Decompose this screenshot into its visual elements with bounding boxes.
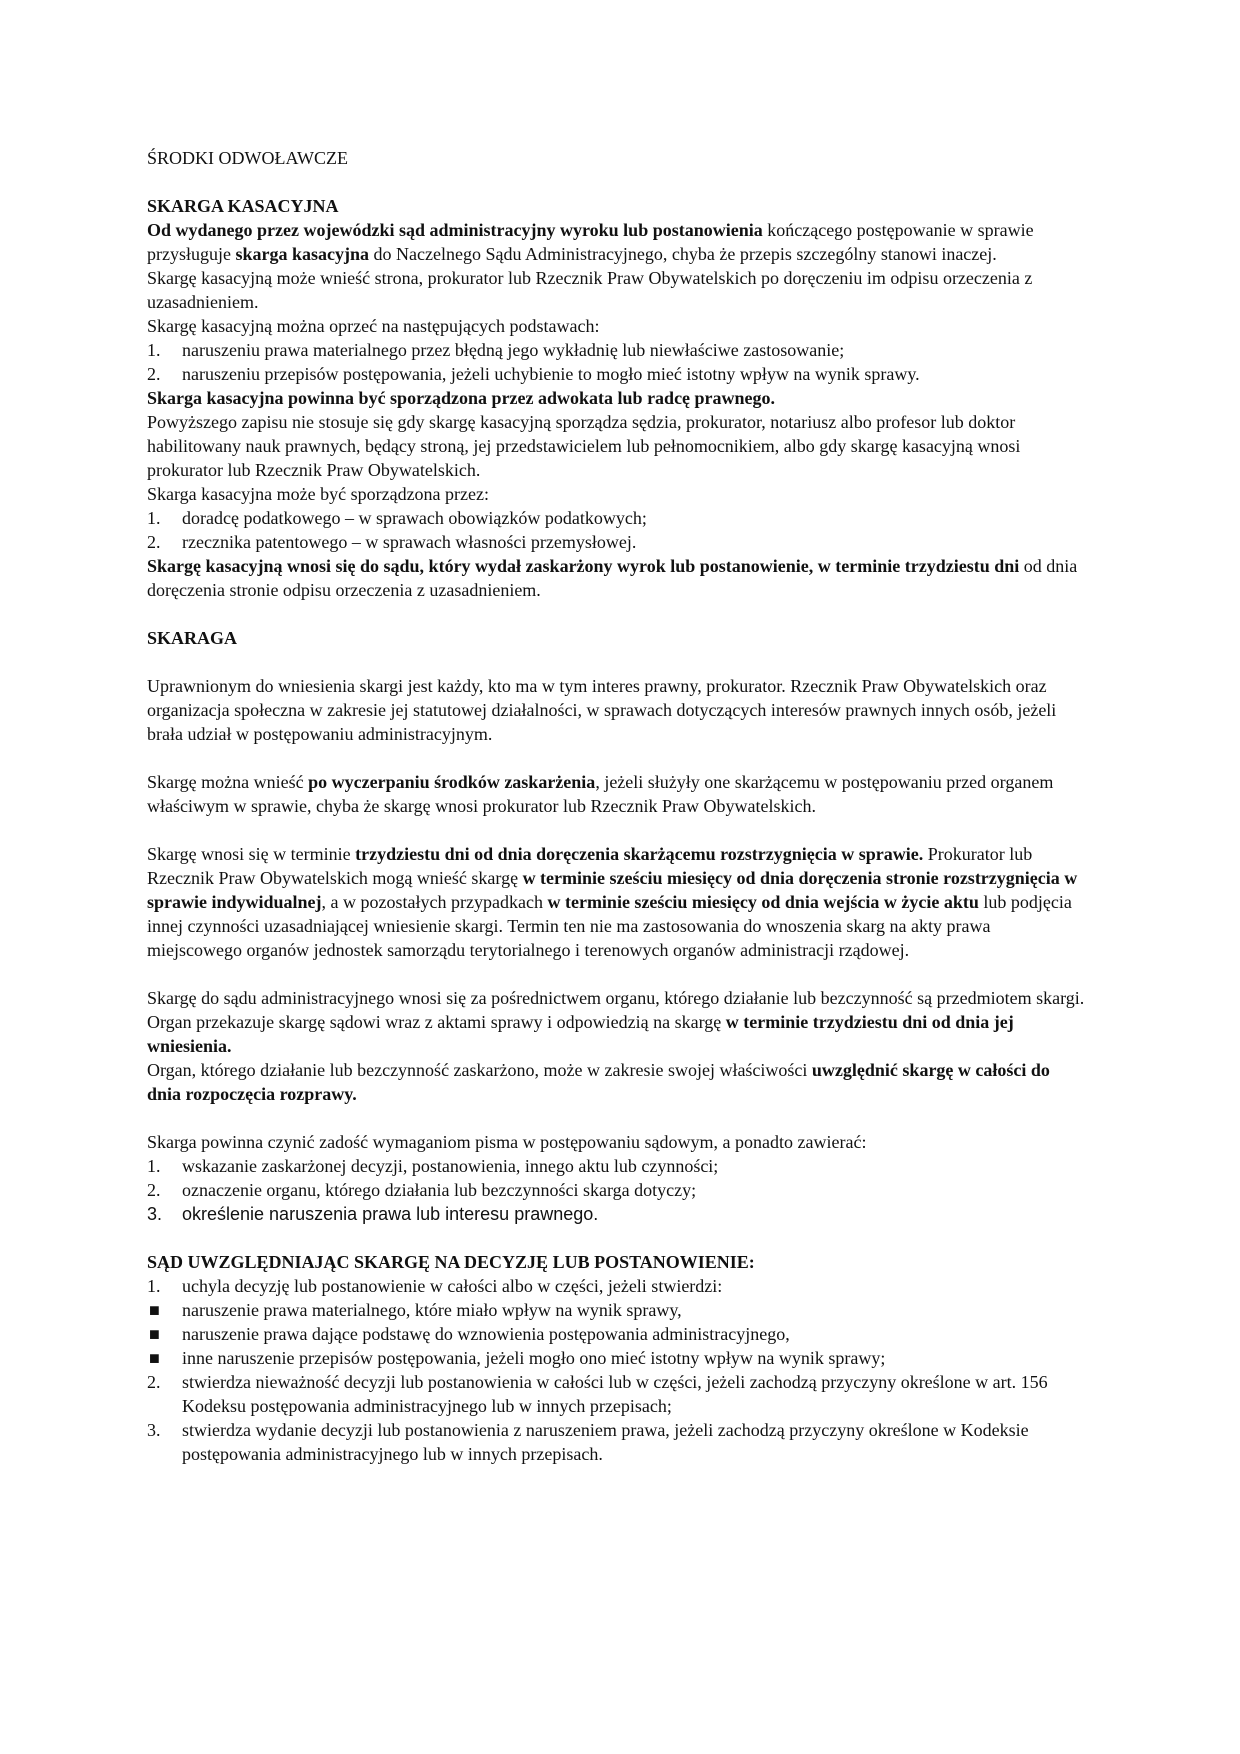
paragraph: Skargę kasacyjną wnosi się do sądu, który wydał zaskarżony wyrok lub postanowienie, w terminie trzydziestu dni od dnia doręczenia stronie odpisu orzeczenia z uzasadnieniem.: [147, 556, 1078, 600]
document-title: ŚRODKI ODWOŁAWCZE: [147, 148, 349, 168]
list-item: 2. rzecznika patentowego – w sprawach własności przemysłowej.: [147, 532, 637, 552]
preparers-list: [147, 506, 1087, 554]
list-item: 3. określenie naruszenia prawa lub interesu prawnego.: [147, 1204, 599, 1224]
paragraph: Skarga powinna czynić zadość wymaganiom pisma w postępowaniu sądowym, a ponadto zawierać:: [147, 1132, 867, 1152]
list-item: 1. wskazanie zaskarżonej decyzji, postanowienia, innego aktu lub czynności;: [147, 1156, 719, 1176]
document-body: [147, 146, 1087, 1466]
section-heading-uwzgledniajac: SĄD UWZGLĘDNIAJĄC SKARGĘ NA DECYZJĘ LUB POSTANOWIENIE:: [147, 1252, 755, 1272]
paragraph: Powyższego zapisu nie stosuje się gdy skargę kasacyjną sporządza sędzia, prokurator, notariusz albo profesor lub doktor habilitowany nauk prawnych, będący stroną, jej przedstawicielem lub pełnomocnikiem, albo gdy skargę kasacyjną wnosi prokurator lub Rzecznik Praw Obywatelskich.: [147, 412, 1021, 480]
paragraph: Skargę wnosi się w terminie trzydziestu dni od dnia doręczenia skarżącemu rozstrzygnięcia w sprawie. Prokurator lub Rzecznik Praw Obywatelskich mogą wnieść skargę w terminie sześciu miesięcy od dnia doręczenia stronie rozstrzygnięcia w sprawie indywidualnej, a w pozostałych przypadkach w terminie sześciu miesięcy od dnia wejścia w życie aktu lub podjęcia innej czynności uzasadniającej wniesienie skargi. Termin ten nie ma zastosowania do wnoszenia skarg na akty prawa miejscowego organów jednostek samorządu terytorialnego i terenowych organów administracji rządowej.: [147, 844, 1078, 960]
section-heading-skarga: SKARAGA: [147, 628, 238, 648]
list-item-bullet: ■ naruszenie prawa dające podstawę do wznowienia postępowania administracyjnego,: [149, 1324, 790, 1344]
list-item: 2. oznaczenie organu, którego działania lub bezczynności skarga dotyczy;: [147, 1180, 697, 1200]
requirements-list: [147, 1154, 1087, 1226]
paragraph: Skarga kasacyjna może być sporządzona przez:: [147, 484, 490, 504]
decisions-list: [147, 1274, 1087, 1466]
list-item: 3. stwierdza wydanie decyzji lub postanowienia z naruszeniem prawa, jeżeli zachodzą przyczyny określone w Kodeksie postępowania administracyjnego lub w innych przepisach.: [147, 1420, 1029, 1464]
section-heading-kasacyjna: SKARGA KASACYJNA: [147, 196, 339, 216]
list-item: 1. naruszeniu prawa materialnego przez błędną jego wykładnię lub niewłaściwe zastosowanie;: [147, 340, 845, 360]
bullet-icon: ■: [149, 1348, 160, 1368]
list-item: 1. uchyla decyzję lub postanowienie w całości albo w części, jeżeli stwierdzi:: [147, 1276, 723, 1296]
paragraph-bold: Skarga kasacyjna powinna być sporządzona przez adwokata lub radcę prawnego.: [147, 388, 776, 408]
list-item: 2. stwierdza nieważność decyzji lub postanowienia w całości lub w części, jeżeli zachodzą przyczyny określone w art. 156 Kodeksu postępowania administracyjnego lub w innych przepisach;: [147, 1372, 1048, 1416]
paragraph: Skargę można wnieść po wyczerpaniu środków zaskarżenia, jeżeli służyły one skarżącemu w postępowaniu przed organem właściwym w sprawie, chyba że skargę wnosi prokurator lub Rzecznik Praw Obywatelskich.: [147, 772, 1054, 816]
list-item: 1. doradcę podatkowego – w sprawach obowiązków podatkowych;: [147, 508, 647, 528]
paragraph: Skargę kasacyjną może wnieść strona, prokurator lub Rzecznik Praw Obywatelskich po doręczeniu im odpisu orzeczenia z uzasadnieniem.: [147, 268, 1033, 312]
list-item-bullet: ■ inne naruszenie przepisów postępowania, jeżeli mogło ono mieć istotny wpływ na wynik sprawy;: [149, 1348, 886, 1368]
paragraph: Organ przekazuje skargę sądowi wraz z aktami sprawy i odpowiedzią na skargę w terminie trzydziestu dni od dnia jej wniesienia.: [147, 1012, 1014, 1056]
list-item-bullet: ■ naruszenie prawa materialnego, które miało wpływ na wynik sprawy,: [149, 1300, 682, 1320]
paragraph: Organ, którego działanie lub bezczynność zaskarżono, może w zakresie swojej właściwości uwzględnić skargę w całości do dnia rozpoczęcia rozprawy.: [147, 1060, 1050, 1104]
grounds-list: [147, 338, 1087, 386]
paragraph: Skargę do sądu administracyjnego wnosi się za pośrednictwem organu, którego działanie lub bezczynność są przedmiotem skargi.: [147, 988, 1085, 1008]
paragraph: Uprawnionym do wniesienia skargi jest każdy, kto ma w tym interes prawny, prokurator. Rzecznik Praw Obywatelskich oraz organizacja społeczna w zakresie jej statutowej działalności, w sprawach dotyczących interesów prawnych innych osób, jeżeli brała udział w postępowaniu administracyjnym.: [147, 676, 1057, 744]
bullet-icon: ■: [149, 1300, 160, 1320]
bullet-icon: ■: [149, 1324, 160, 1344]
paragraph: Od wydanego przez wojewódzki sąd administracyjny wyroku lub postanowienia kończącego postępowanie w sprawie przysługuje skarga kasacyjna do Naczelnego Sądu Administracyjnego, chyba że przepis szczególny stanowi inaczej.: [147, 220, 1034, 264]
list-item: 2. naruszeniu przepisów postępowania, jeżeli uchybienie to mogło mieć istotny wpływ na wynik sprawy.: [147, 364, 920, 384]
paragraph: Skargę kasacyjną można oprzeć na następujących podstawach:: [147, 316, 600, 336]
